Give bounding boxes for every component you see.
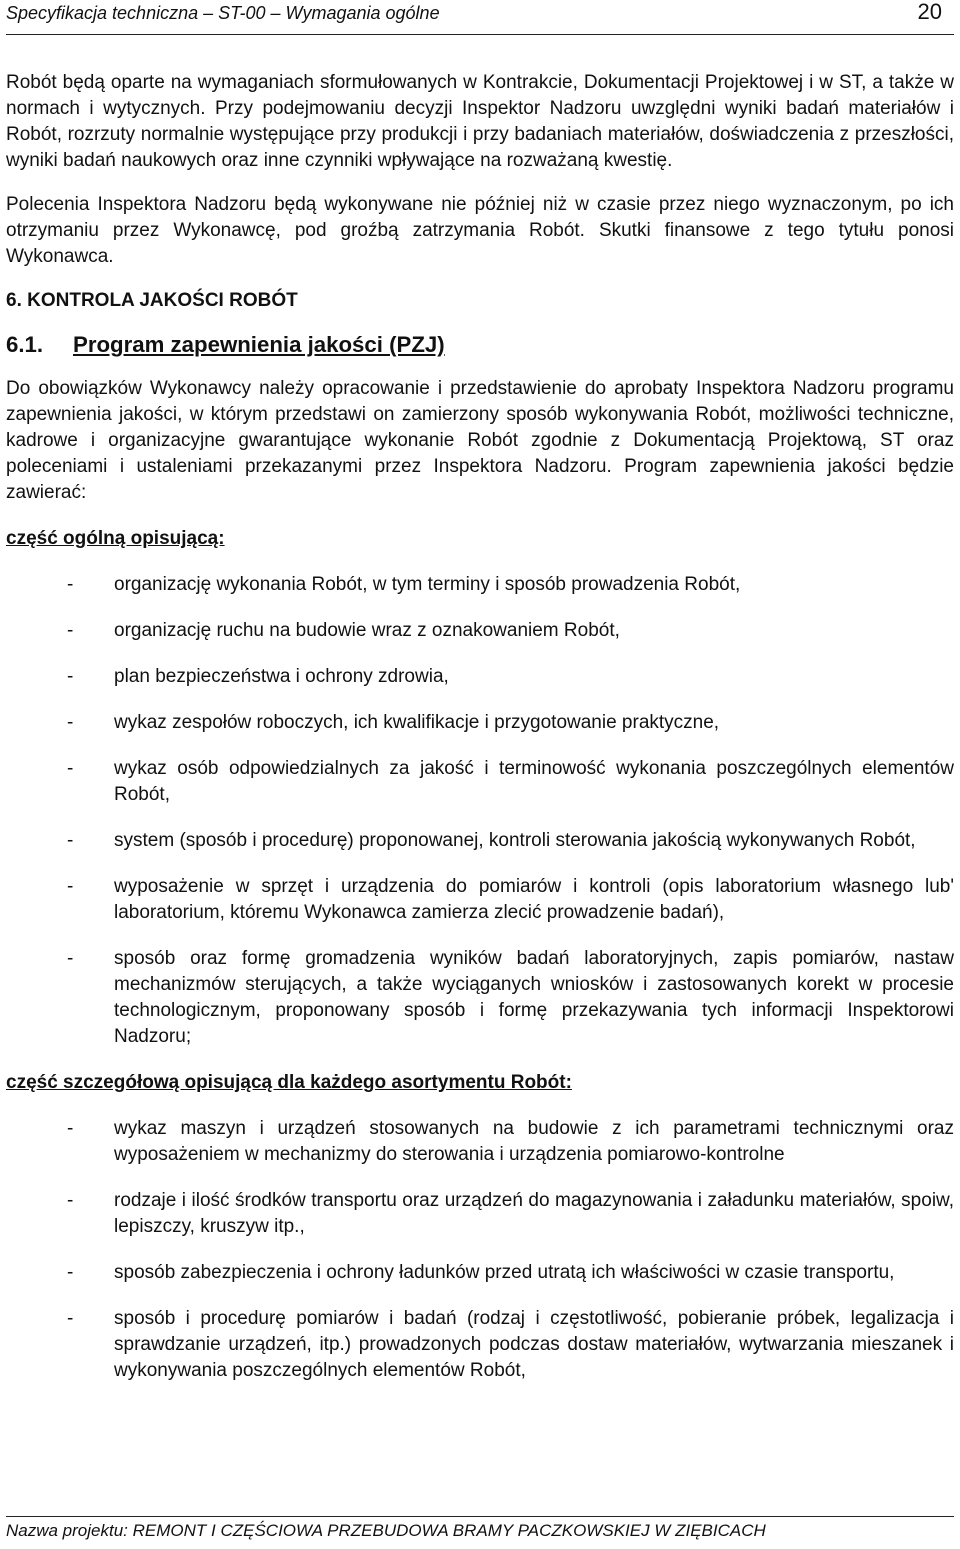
subsection-number: 6.1.: [6, 332, 44, 357]
general-part-heading: część ogólną opisującą:: [6, 528, 225, 549]
footer-project-label: Nazwa projektu:: [6, 1521, 128, 1540]
detail-part-list: [6, 1116, 954, 1384]
page-header: [6, 0, 954, 35]
footer-project-name: REMONT I CZĘŚCIOWA PRZEBUDOWA BRAMY PACZKOWSKIEJ W ZIĘBICACH: [132, 1521, 766, 1540]
paragraph-inspector-orders: Polecenia Inspektora Nadzoru będą wykonywane nie później niż w czasie przez niego wyznaczonym, po ich otrzymaniu przez Wykonawcę, pod groźbą zatrzymania Robót. Skutki finansowe z tego tytułu ponosi Wykonawca.: [6, 194, 954, 267]
list-item: - plan bezpieczeństwa i ochrony zdrowia,: [67, 666, 449, 687]
detail-part-heading: część szczegółową opisującą dla każdego asortymentu Robót:: [6, 1072, 572, 1093]
list-item: - rodzaje i ilość środków transportu oraz urządzeń do magazynowania i załadunku materiałów, spoiw, lepiszczy, kruszyw itp.,: [67, 1190, 954, 1237]
general-part-list: [6, 572, 954, 1050]
paragraph-pzj-obligations: Do obowiązków Wykonawcy należy opracowanie i przedstawienie do aprobaty Inspektora Nadzoru programu zapewnienia jakości, w którym przedstawi on zamierzony sposób wykonywania Robót, możliwości techniczne, kadrowe i organizacyjne gwarantujące wykonanie Robót zgodnie z Dokumentacją Projektową, ST oraz poleceniami i ustaleniami przekazanymi przez Inspektora Nadzoru. Program zapewnienia jakości będzie zawierać:: [6, 378, 954, 503]
subsection-heading: [6, 332, 954, 358]
list-item: - organizację ruchu na budowie wraz z oznakowaniem Robót,: [67, 620, 620, 641]
page-content: [6, 70, 954, 1384]
list-item: - wykaz maszyn i urządzeń stosowanych na budowie z ich parametrami technicznymi oraz wyposażeniem w mechanizmy do sterowania i urządzenia pomiarowo-kontrolne: [67, 1118, 954, 1165]
subsection-title: Program zapewnienia jakości (PZJ): [73, 332, 445, 357]
list-item: - wykaz zespołów roboczych, ich kwalifikacje i przygotowanie praktyczne,: [67, 712, 720, 733]
page-number: 20: [917, 0, 942, 24]
list-item: - sposób oraz formę gromadzenia wyników badań laboratoryjnych, zapis pomiarów, nastaw mechanizmów sterujących, a także wyciąganych wniosków i zastosowanych korekt w procesie technologicznym, proponowany sposób i formę przekazywania tych informacji Inspektorowi Nadzoru;: [67, 948, 954, 1047]
list-item: - organizację wykonania Robót, w tym terminy i sposób prowadzenia Robót,: [67, 574, 741, 595]
list-item: - wykaz osób odpowiedzialnych za jakość i terminowość wykonania poszczególnych elementów Robót,: [67, 758, 954, 805]
list-item: - sposób zabezpieczenia i ochrony ładunków przed utratą ich właściwości w czasie transportu,: [67, 1262, 895, 1283]
paragraph-quality-decisions: Robót będą oparte na wymaganiach sformułowanych w Kontrakcie, Dokumentacji Projektowej i w ST, a także w normach i wytycznych. Przy podejmowaniu decyzji Inspektor Nadzoru uwzględni wyniki badań materiałów i Robót, rozrzuty normalnie występujące przy produkcji i przy badaniach materiałów, doświadczenia z przeszłości, wyniki badań naukowych oraz inne czynniki wpływające na rozważaną kwestię.: [6, 72, 954, 171]
list-item: - system (sposób i procedurę) proponowanej, kontroli sterowania jakością wykonywanych Robót,: [67, 830, 916, 851]
page-footer: [6, 1516, 954, 1543]
section-heading: 6. KONTROLA JAKOŚCI ROBÓT: [6, 290, 298, 311]
list-item: - sposób i procedurę pomiarów i badań (rodzaj i częstotliwość, pobieranie próbek, legalizacja i sprawdzanie urządzeń, itp.) prowadzonych podczas dostaw materiałów, wytwarzania mieszanek i wykonywania poszczególnych elementów Robót,: [67, 1308, 954, 1381]
header-title: Specyfikacja techniczna – ST-00 – Wymagania ogólne: [6, 3, 440, 23]
list-item: - wyposażenie w sprzęt i urządzenia do pomiarów i kontroli (opis laboratorium własnego lub' laboratorium, któremu Wykonawca zamierza zlecić prowadzenie badań),: [67, 876, 954, 923]
